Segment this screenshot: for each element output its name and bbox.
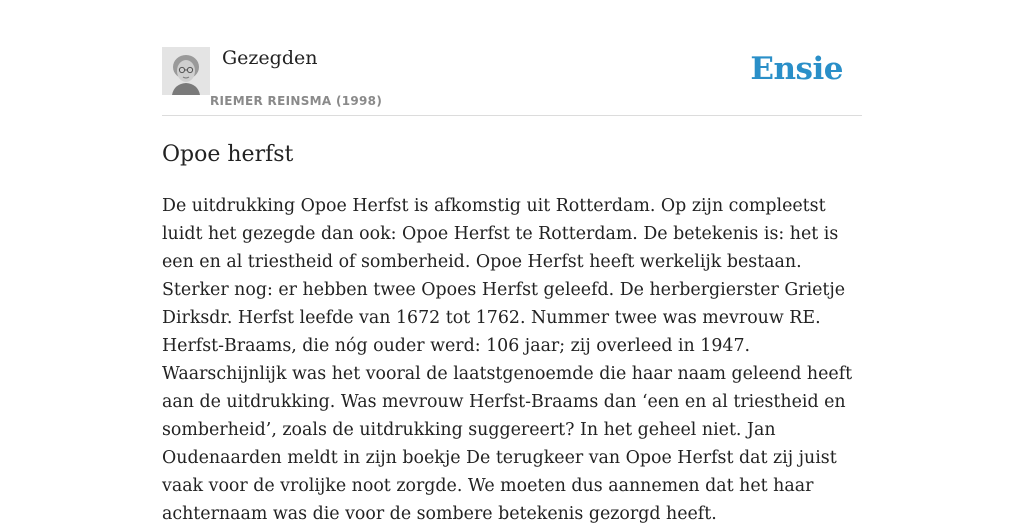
author-avatar[interactable]	[162, 47, 210, 95]
author-byline: RIEMER REINSMA (1998)	[210, 94, 383, 108]
content-container	[162, 0, 862, 524]
article-body: De uitdrukking Opoe Herfst is afkomstig uit Rotterdam. Op zijn compleetst luidt het gezegde dan ook: Opoe Herfst te Rotterdam. De betekenis is: het is een en al triestheid of somberheid. Opoe Herfst heeft werkelijk bestaan. Sterker nog: er hebben twee Opoes Herfst geleefd. De herbergierster Grietje Dirksdr. Herfst leefde van 1672 tot 1762. Nummer twee was mevrouw RE. Herfst-Braams, die nóg ouder werd: 106 jaar; zij overleed in 1947. Waarschijnlijk was het vooral de laatstgenoemde die haar naam geleend heeft aan de uitdrukking. Was mevrouw Herfst-Braams dan ‘een en al triestheid en somberheid’, zoals de uitdrukking suggereert? In het geheel niet. Jan Oudenaarden meldt in zijn boekje De terugkeer van Opoe Herfst dat zij juist vaak voor de vrolijke noot zorgde. We moeten dus aannemen dat het haar achternaam was die voor de sombere betekenis gezorgd heeft.	[162, 196, 853, 524]
header	[162, 0, 862, 116]
collection-link[interactable]: Gezegden	[222, 47, 318, 69]
article-title: Opoe herfst	[162, 142, 294, 167]
brand-logo[interactable]: Ensie	[750, 51, 843, 87]
author-portrait-icon	[162, 47, 210, 95]
